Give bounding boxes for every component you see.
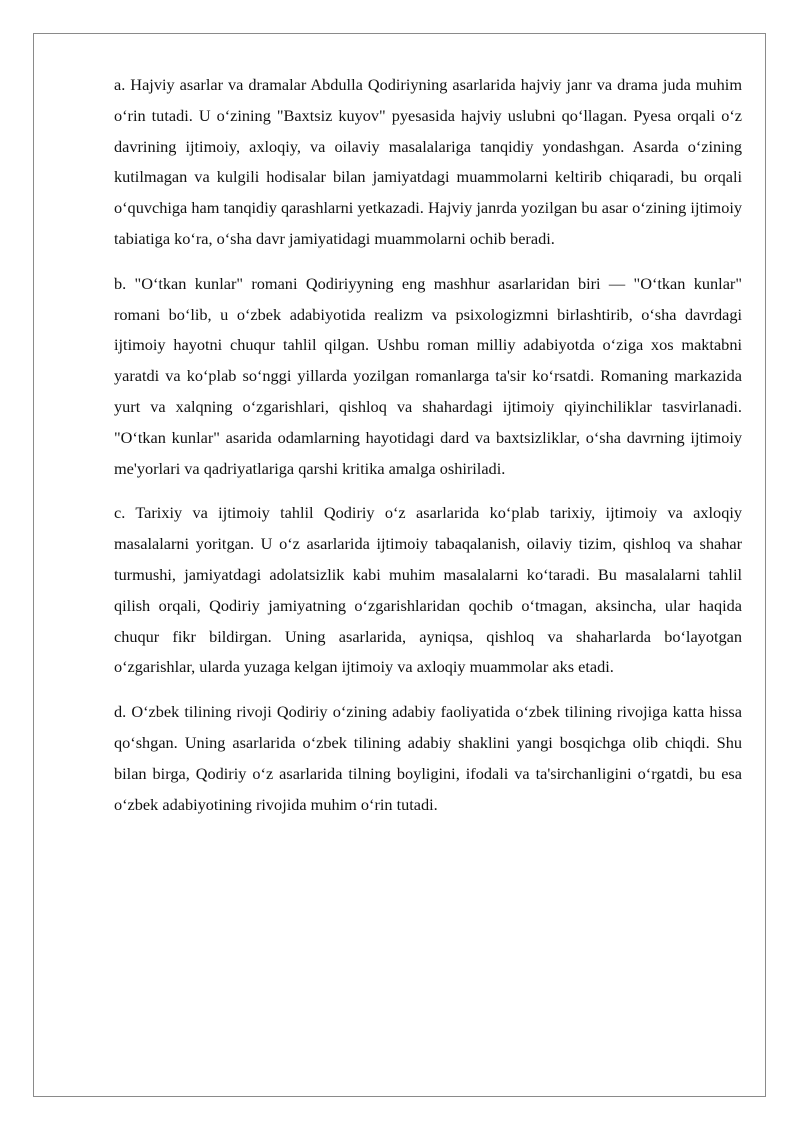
document-body [114, 70, 742, 834]
paragraph-c: c. Tarixiy va ijtimoiy tahlil Qodiriy o‘z asarlarida ko‘plab tarixiy, ijtimoiy va axloqiy masalalarni yoritgan. U o‘z asarlarida ijtimoiy tabaqalanish, oilaviy tizim, qishloq va shahar turmushi, jamiyatdagi adolatsizlik kabi muhim masalalarni ko‘taradi. Bu masalalarni tahlil qilish orqali, Qodiriy jamiyatning o‘zgarishlaridan qochib o‘tmagan, aksincha, ular haqida chuqur fikr bildirgan. Uning asarlarida, ayniqsa, qishloq va shaharlarda bo‘layotgan o‘zgarishlar, ularda yuzaga kelgan ijtimoiy va axloqiy muammolar aks etadi. [114, 503, 742, 677]
paragraph-a: a. Hajviy asarlar va dramalar Abdulla Qodiriyning asarlarida hajviy janr va drama juda muhim o‘rin tutadi. U o‘zining "Baxtsiz kuyov" pyesasida hajviy uslubni qo‘llagan. Pyesa orqali o‘z davrining ijtimoiy, axloqiy, va oilaviy masalalariga tanqidiy yondashgan. Asarda o‘zining kutilmagan va kulgili hodisalar bilan jamiyatdagi muammolarni keltirib chiqaradi, bu orqali o‘quvchiga ham tanqidiy qarashlarni yetkazadi. Hajviy janrda yozilgan bu asar o‘zining ijtimoiy tabiatiga ko‘ra, o‘sha davr jamiyatidagi muammolarni ochib beradi. [114, 75, 742, 248]
paragraph-d: d. O‘zbek tilining rivoji Qodiriy o‘zining adabiy faoliyatida o‘zbek tilining rivojiga katta hissa qo‘shgan. Uning asarlarida o‘zbek tilining adabiy shaklini yangi bosqichga olib chiqdi. Shu bilan birga, Qodiriy o‘z asarlarida tilning boyligini, ifodali va ta'sirchanligini o‘rgatdi, bu esa o‘zbek adabiyotining rivojida muhim o‘rin tutadi. [114, 702, 742, 814]
paragraph-b: b. "O‘tkan kunlar" romani Qodiriyyning eng mashhur asarlaridan biri — "O‘tkan kunlar" romani bo‘lib, u o‘zbek adabiyotida realizm va psixologizmni birlashtirib, o‘sha davrdagi ijtimoiy hayotni chuqur tahlil qilgan. Ushbu roman milliy adabiyotda o‘ziga xos maktabni yaratdi va ko‘plab so‘nggi yillarda yozilgan romanlarga ta'sir ko‘rsatdi. Romaning markazida yurt va xalqning o‘zgarishlari, qishloq va shahardagi ijtimoiy qiyinchiliklar tasvirlanadi. "O‘tkan kunlar" asarida odamlarning hayotidagi dard va baxtsizliklar, o‘sha davrning ijtimoiy me'yorlari va qadriyatlariga qarshi kritika amalga oshiriladi. [114, 273, 742, 478]
